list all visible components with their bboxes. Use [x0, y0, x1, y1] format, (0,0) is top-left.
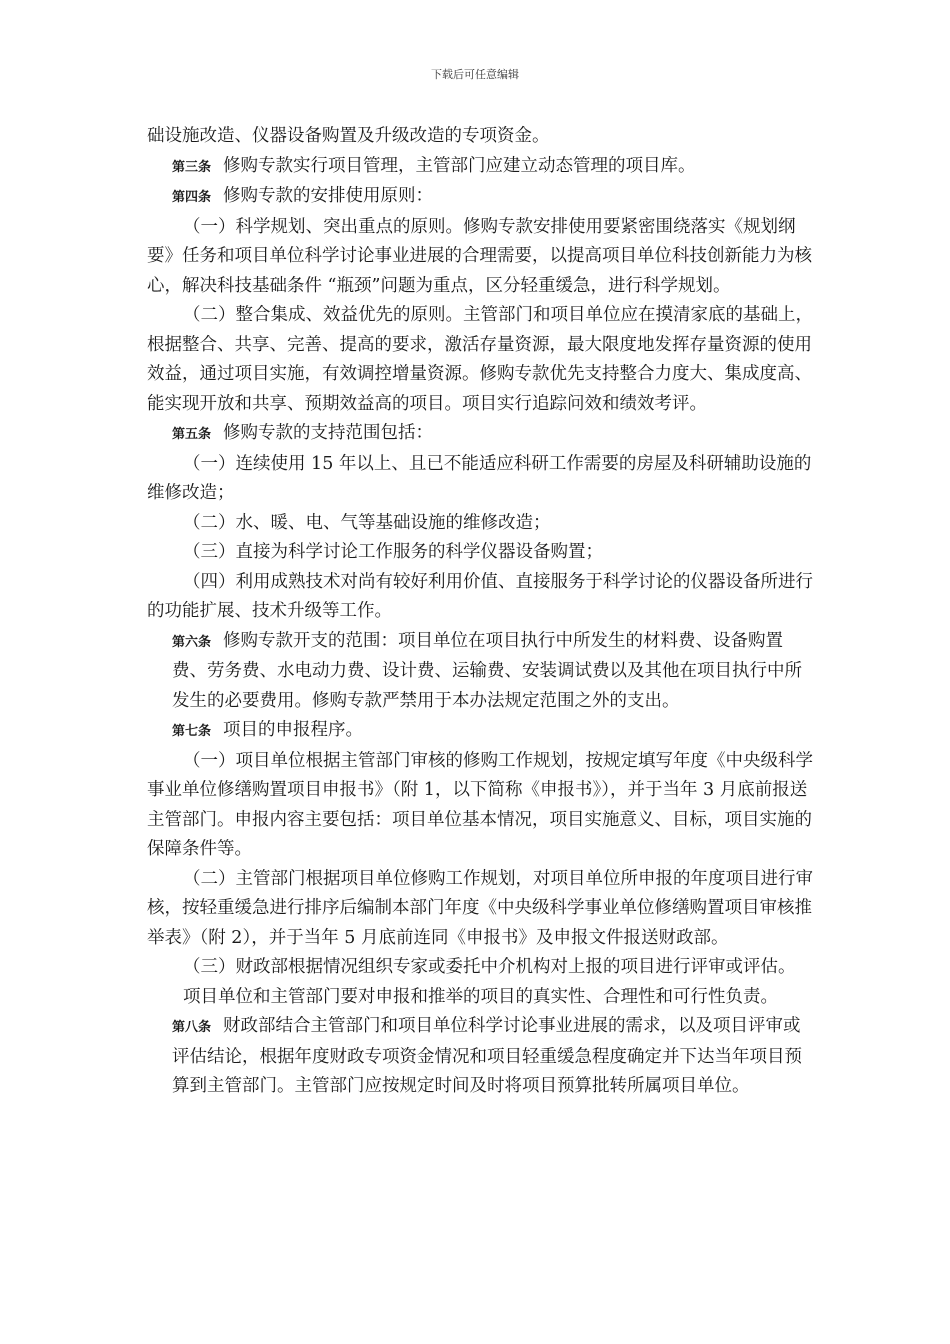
article-label: 第八条: [172, 1020, 212, 1035]
list-item: （二）水、暖、电、气等基础设施的维修改造；: [183, 512, 551, 533]
list-item: （二）整合集成、效益优先的原则。主管部门和项目单位应在摸清家底的基础上，根据整合、共享、完善、提高的要求，激活存量资源，最大限度地发挥存量资源的使用效益，通过项目实施，有效调控增量资源。修购专款优先支持整合力度大、集成度高、能实现开放和共享、预期效益高的项目。项目实行追踪问效和绩效考评。: [147, 305, 813, 414]
article-4: 第四条 修购专款的安排使用原则：: [172, 186, 434, 206]
paragraph-continuation: 础设施改造、仪器设备购置及升级改造的专项资金。: [147, 126, 550, 146]
document-body: [147, 122, 813, 1102]
list-item: （三）直接为科学讨论工作服务的科学仪器设备购置；: [183, 542, 603, 562]
article-6: 第六条 修购专款开支的范围：项目单位在项目执行中所发生的材料费、设备购置费、劳务费、水电动力费、设计费、运输费、安装调试费以及其他在项目执行中所发生的必要费用。修购专款严禁用于本办法规定范围之外的支出。: [172, 630, 802, 711]
list-item: （一）连续使用 15 年以上、且已不能适应科研工作需要的房屋及科研辅助设施的维修改造；: [147, 453, 812, 503]
article-7: 第七条 项目的申报程序。: [172, 720, 364, 740]
article-label: 第四条: [172, 190, 212, 205]
article-label: 第五条: [172, 427, 212, 442]
article-5: 第五条 修购专款的支持范围包括：: [172, 423, 434, 443]
page-header: 下载后可任意编辑: [431, 68, 519, 81]
paragraph: 项目单位和主管部门要对申报和推举的项目的真实性、合理性和可行性负责。: [183, 986, 778, 1007]
article-8: 第八条 财政部结合主管部门和项目单位科学讨论事业进展的需求，以及项目评审或评估结论，根据年度财政专项资金情况和项目轻重缓急程度确定并下达当年项目预算到主管部门。主管部门应按规定时间及时将项目预算批转所属项目单位。: [172, 1016, 802, 1096]
list-item: （四）利用成熟技术对尚有较好利用价值、直接服务于科学讨论的仪器设备所进行的功能扩展、技术升级等工作。: [147, 571, 813, 621]
article-label: 第六条: [172, 634, 212, 650]
list-item: （三）财政部根据情况组织专家或委托中介机构对上报的项目进行评审或评估。: [183, 957, 796, 977]
article-label: 第七条: [172, 724, 212, 739]
list-item: （二）主管部门根据项目单位修购工作规划，对项目单位所申报的年度项目进行审核，按轻重缓急进行排序后编制本部门年度《中央级科学事业单位修缮购置项目审核推举表》（附 2），并于当年 5 月底前连同《申报书》及申报文件报送财政部。: [147, 868, 813, 948]
article-label: 第三条: [172, 159, 212, 175]
article-3: 第三条 修购专款实行项目管理，主管部门应建立动态管理的项目库。: [172, 155, 696, 176]
list-item: （一）项目单位根据主管部门审核的修购工作规划，按规定填写年度《中央级科学事业单位修缮购置项目申报书》（附 1，以下简称《申报书》），并于当年 3 月底前报送主管部门。申报内容主要包括：项目单位基本情况，项目实施意义、目标，项目实施的保障条件等。: [147, 750, 813, 859]
list-item: （一）科学规划、突出重点的原则。修购专款安排使用要紧密围绕落实《规划纲要》任务和项目单位科学讨论事业进展的合理需要，以提高项目单位科技创新能力为核心，解决科技基础条件 “瓶颈”问题为重点，区分轻重缓急，进行科学规划。: [147, 216, 812, 296]
